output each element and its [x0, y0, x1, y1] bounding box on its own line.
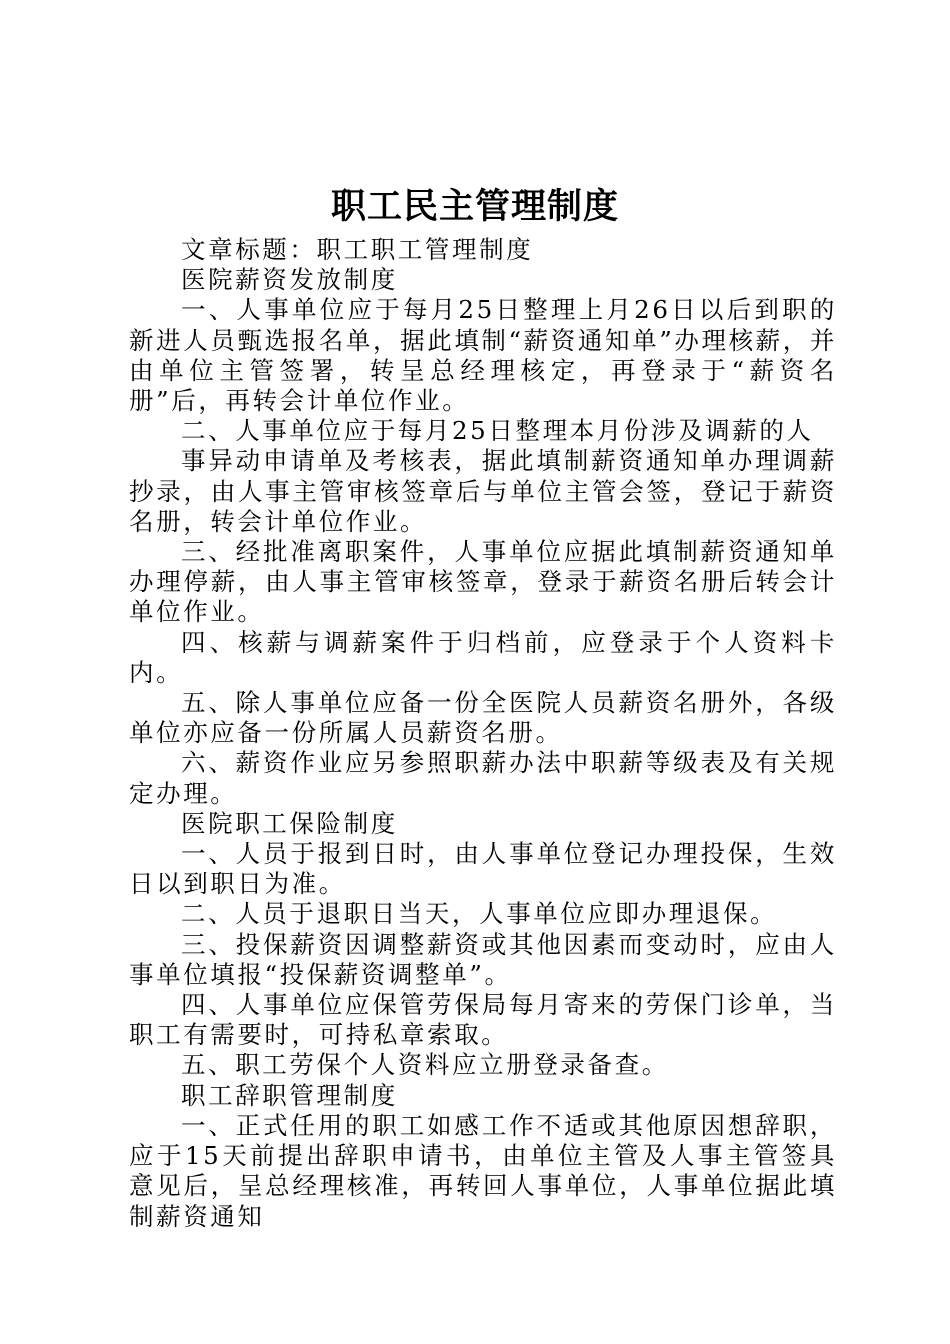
insurance-clause-1: 一、人员于报到日时，由人事单位登记办理投保，生效日以到职日为准。	[129, 839, 837, 899]
salary-clause-5: 五、除人事单位应备一份全医院人员薪资名册外，各级单位亦应备一份所属人员薪资名册。	[129, 688, 837, 748]
insurance-clause-5: 五、职工劳保个人资料应立册登录备查。	[181, 1050, 669, 1080]
salary-clause-2: 二、人事单位应于每月25日整理本月份涉及调薪的人	[181, 416, 814, 446]
salary-clause-1: 一、人事单位应于每月25日整理上月26日以后到职的新进人员甄选报名单，据此填制“薪资通知单”办理核薪，并由单位主管签署，转呈总经理核定，再登录于“薪资名册”后，再转会计单位作业。	[129, 295, 837, 416]
insurance-clause-2: 二、人员于退职日当天，人事单位应即办理退保。	[181, 899, 778, 929]
section-heading-resignation: 职工辞职管理制度	[181, 1080, 398, 1110]
resignation-clause-1: 一、正式任用的职工如感工作不适或其他原因想辞职，应于15天前提出辞职申请书，由单位主管及人事主管签具意见后，呈总经理核准，再转回人事单位，人事单位据此填制薪资通知	[129, 1110, 837, 1231]
article-title-line: 文章标题：职工职工管理制度	[181, 235, 534, 264]
salary-clause-6: 六、薪资作业应另参照职薪办法中职薪等级表及有关规定办理。	[129, 748, 837, 808]
document-body	[129, 235, 837, 1232]
document-title: 职工民主管理制度	[330, 187, 619, 227]
salary-clause-2-continued: 事异动申请单及考核表，据此填制薪资通知单办理调薪抄录，由人事主管审核签章后与单位主管会签，登记于薪资名册，转会计单位作业。	[129, 446, 837, 536]
salary-clause-4: 四、核薪与调薪案件于归档前，应登录于个人资料卡内。	[129, 627, 837, 687]
insurance-clause-4: 四、人事单位应保管劳保局每月寄来的劳保门诊单，当职工有需要时，可持私章索取。	[129, 990, 837, 1050]
section-heading-salary: 医院薪资发放制度	[181, 265, 398, 295]
salary-clause-3: 三、经批准离职案件，人事单位应据此填制薪资通知单办理停薪，由人事主管审核签章，登录于薪资名册后转会计单位作业。	[129, 537, 837, 627]
section-heading-insurance: 医院职工保险制度	[181, 808, 398, 838]
insurance-clause-3: 三、投保薪资因调整薪资或其他因素而变动时，应由人事单位填报“投保薪资调整单”。	[129, 929, 837, 989]
